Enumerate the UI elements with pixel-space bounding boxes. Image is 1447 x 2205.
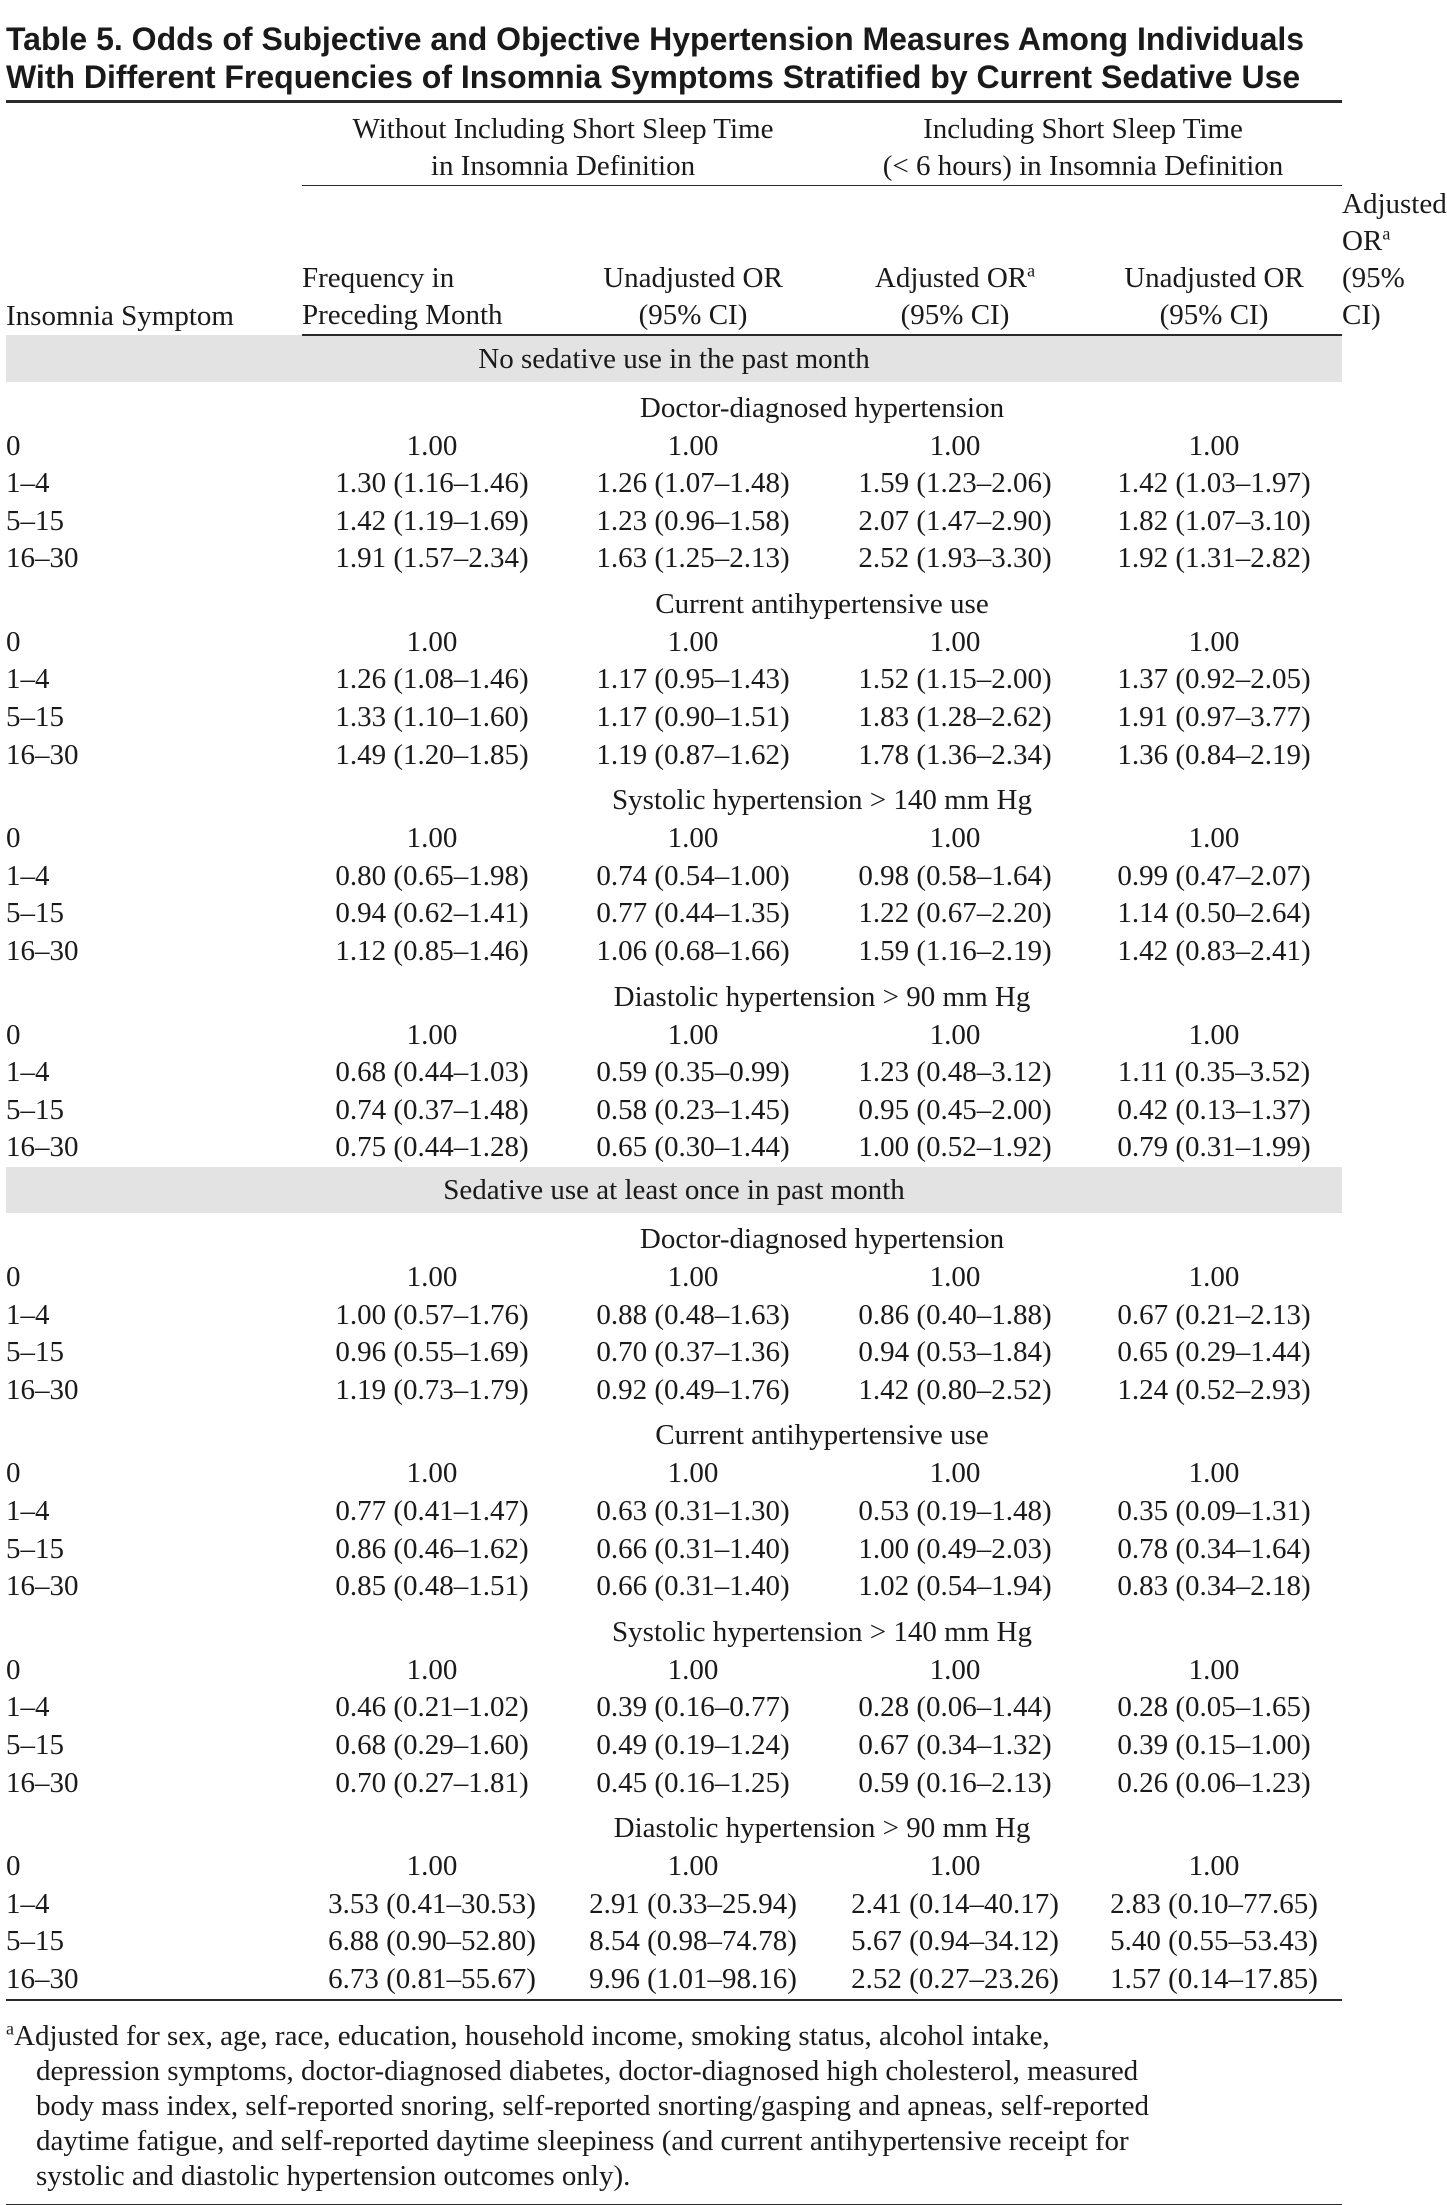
frequency-cell: 5–15 <box>6 1532 64 1565</box>
or-value-cell: 1.06 (0.68–1.66) <box>596 935 790 968</box>
frequency-cell: 1–4 <box>6 1887 50 1920</box>
or-value-cell: 1.23 (0.96–1.58) <box>596 504 790 537</box>
table-row <box>6 661 1342 699</box>
frequency-cell: 5–15 <box>6 897 64 930</box>
section-row <box>6 1167 1342 1213</box>
or-value-cell: 3.53 (0.41–30.53) <box>328 1887 536 1920</box>
or-value-cell: 0.49 (0.19–1.24) <box>596 1728 790 1761</box>
frequency-cell: 1–4 <box>6 1056 50 1089</box>
or-value-cell: 0.28 (0.05–1.65) <box>1117 1691 1311 1724</box>
or-value-cell: 2.07 (1.47–2.90) <box>858 504 1052 537</box>
table-row <box>6 1493 1342 1531</box>
or-value-cell: 1.91 (1.57–2.34) <box>335 542 529 575</box>
or-value-cell: 1.00 <box>929 1850 981 1883</box>
table-row <box>6 1297 1342 1335</box>
or-value-cell: 1.23 (0.48–3.12) <box>858 1056 1052 1089</box>
or-value-cell: 1.00 <box>1188 1018 1240 1051</box>
or-value-cell: 1.00 <box>406 429 458 462</box>
or-value-cell: 8.54 (0.98–74.78) <box>589 1925 797 1958</box>
subgroup-spacer <box>6 774 302 820</box>
or-value-cell: 0.86 (0.46–1.62) <box>335 1532 529 1565</box>
or-value-cell: 1.02 (0.54–1.94) <box>858 1570 1052 1603</box>
table-row <box>6 1092 1342 1130</box>
or-value-cell: 1.14 (0.50–2.64) <box>1117 897 1311 930</box>
col-header-unadjusted-2 <box>1086 186 1342 335</box>
row-label-line: Preceding Month <box>302 298 503 331</box>
or-value-cell: 1.00 <box>1188 822 1240 855</box>
or-value-cell: 0.83 (0.34–2.18) <box>1117 1570 1311 1603</box>
table-row <box>6 428 1342 466</box>
or-value-cell: 1.49 (1.20–1.85) <box>335 738 529 771</box>
or-value-cell: 1.00 <box>929 429 981 462</box>
or-value-cell: 1.22 (0.67–2.20) <box>858 897 1052 930</box>
or-value-cell: 0.39 (0.15–1.00) <box>1117 1728 1311 1761</box>
or-value-cell: 1.59 (1.16–2.19) <box>858 935 1052 968</box>
or-value-cell: 0.86 (0.40–1.88) <box>858 1298 1052 1331</box>
col-header-unadjusted-1 <box>562 186 824 335</box>
table-row <box>6 1923 1342 1961</box>
or-value-cell: 2.52 (0.27–23.26) <box>824 1961 1086 2000</box>
group-header-without-short-sleep <box>302 103 824 186</box>
table-row <box>6 1372 1342 1410</box>
group-header-line: Including Short Sleep Time <box>923 113 1243 145</box>
or-value-cell: 0.68 (0.44–1.03) <box>335 1056 529 1089</box>
table-row <box>6 858 1342 896</box>
table-title: Table 5. Odds of Subjective and Objective Hypertension Measures Among Individuals With Different Frequencies of Insomnia Symptoms Stratified by Current Sedative Use <box>6 21 1305 95</box>
table-row <box>6 624 1342 662</box>
table-row <box>6 1531 1342 1569</box>
or-value-cell: 5.40 (0.55–53.43) <box>1110 1925 1318 1958</box>
frequency-cell: 1–4 <box>6 1298 50 1331</box>
frequency-cell: 16–30 <box>6 935 79 968</box>
subgroup-row <box>6 578 1342 624</box>
or-value-cell: 1.52 (1.15–2.00) <box>858 663 1052 696</box>
or-value-cell: 0.68 (0.29–1.60) <box>335 1728 529 1761</box>
or-value-cell: 1.00 <box>406 625 458 658</box>
or-value-cell: 1.00 <box>667 1457 719 1490</box>
subgroup-row <box>6 382 1342 428</box>
or-value-cell: 1.00 <box>667 1261 719 1293</box>
subgroup-label: Systolic hypertension > 140 mm Hg <box>612 784 1032 817</box>
table-row <box>6 1259 1342 1297</box>
subgroup-row <box>6 1409 1342 1455</box>
frequency-cell: 5–15 <box>6 504 64 537</box>
subgroup-spacer <box>6 1409 302 1455</box>
subgroup-spacer <box>6 971 302 1017</box>
or-value-cell: 1.00 <box>929 822 981 855</box>
frequency-cell: 0 <box>6 1261 21 1293</box>
or-value-cell: 0.88 (0.48–1.63) <box>596 1298 790 1331</box>
table-row <box>6 737 1342 775</box>
or-value-cell: 0.99 (0.47–2.07) <box>1117 859 1311 892</box>
or-value-cell: 0.65 (0.30–1.44) <box>596 1131 790 1164</box>
or-value-cell: 1.19 (0.87–1.62) <box>596 738 790 771</box>
table-row <box>6 1689 1342 1727</box>
frequency-cell: 16–30 <box>6 1131 79 1164</box>
or-value-cell: 1.00 <box>667 429 719 462</box>
or-value-cell: 0.67 (0.21–2.13) <box>1117 1298 1311 1331</box>
or-value-cell: 1.91 (0.97–3.77) <box>1117 701 1311 734</box>
or-value-cell: 0.74 (0.37–1.48) <box>335 1093 529 1126</box>
or-value-cell: 0.79 (0.31–1.99) <box>1117 1131 1311 1164</box>
col-header-ci: (95% CI) <box>1159 298 1269 331</box>
subgroup-spacer <box>6 1213 302 1259</box>
footnote-marker: a <box>6 2017 14 2038</box>
footnote-marker: a <box>1382 222 1391 243</box>
or-value-cell: 0.59 (0.35–0.99) <box>596 1056 790 1089</box>
or-value-cell: 1.00 <box>929 1018 981 1051</box>
footnote <box>6 2019 1342 2194</box>
subgroup-label: Current antihypertensive use <box>655 1419 989 1452</box>
or-value-cell: 0.92 (0.49–1.76) <box>596 1373 790 1406</box>
group-header-line: in Insomnia Definition <box>430 150 696 182</box>
frequency-cell: 5–15 <box>6 1336 64 1369</box>
or-value-cell: 0.63 (0.31–1.30) <box>596 1494 790 1527</box>
or-value-cell: 1.00 <box>929 625 981 658</box>
or-value-cell: 1.00 <box>1188 625 1240 658</box>
or-value-cell: 1.78 (1.36–2.34) <box>858 738 1052 771</box>
or-value-cell: 1.00 <box>1188 1261 1240 1293</box>
table-row <box>6 503 1342 541</box>
frequency-cell: 16–30 <box>6 1961 302 2000</box>
or-value-cell: 1.00 (0.49–2.03) <box>858 1532 1052 1565</box>
frequency-cell: 0 <box>6 625 21 658</box>
subgroup-label: Diastolic hypertension > 90 mm Hg <box>613 980 1031 1013</box>
table-row <box>6 1652 1342 1690</box>
subgroup-spacer <box>6 578 302 624</box>
or-value-cell: 1.63 (1.25–2.13) <box>596 542 790 575</box>
frequency-cell: 0 <box>6 1018 21 1051</box>
or-value-cell: 1.26 (1.07–1.48) <box>596 467 790 500</box>
or-value-cell: 0.39 (0.16–0.77) <box>596 1691 790 1724</box>
or-value-cell: 2.41 (0.14–40.17) <box>851 1887 1059 1920</box>
subgroup-label: Diastolic hypertension > 90 mm Hg <box>613 1812 1031 1845</box>
frequency-cell: 0 <box>6 1457 21 1490</box>
or-value-cell: 1.00 <box>406 822 458 855</box>
odds-ratio-table <box>6 103 1447 2001</box>
or-value-cell: 0.85 (0.48–1.51) <box>335 1570 529 1603</box>
footnote-line: body mass index, self-reported snoring, self-reported snorting/gasping and apneas, self-reported <box>36 2089 1149 2122</box>
or-value-cell: 9.96 (1.01–98.16) <box>562 1961 824 2000</box>
row-label-line: Frequency in <box>302 261 455 294</box>
or-value-cell: 0.66 (0.31–1.40) <box>596 1570 790 1603</box>
or-value-cell: 1.11 (0.35–3.52) <box>1117 1056 1311 1089</box>
subgroup-label: Current antihypertensive use <box>655 587 989 620</box>
or-value-cell: 1.00 <box>667 1850 719 1883</box>
or-value-cell: 0.65 (0.29–1.44) <box>1117 1336 1311 1369</box>
or-value-cell: 0.66 (0.31–1.40) <box>596 1532 790 1565</box>
table-row <box>6 1334 1342 1372</box>
or-value-cell: 1.83 (1.28–2.62) <box>858 701 1052 734</box>
table-row <box>6 1129 1342 1167</box>
subgroup-row <box>6 1802 1342 1848</box>
table-row <box>6 1961 1342 2000</box>
or-value-cell: 1.33 (1.10–1.60) <box>335 701 529 734</box>
table-header: Insomnia Symptom Without Including Short Sleep Time in Insomnia Definition Including Short Sleep Time (< 6 hours) in Insomnia Definition Frequency in Preceding Month Unadjusted OR (95% CI) Adjusted $OR^a$ (95% CI) Unadjusted OR (95% CI) Adjusted $OR^a$ (95% CI) <box>6 103 1342 335</box>
col-header-label: Unadjusted OR <box>603 261 783 294</box>
or-value-cell: 0.58 (0.23–1.45) <box>596 1093 790 1126</box>
subgroup-row <box>6 1606 1342 1652</box>
section-row <box>6 335 1342 382</box>
table-row <box>6 1848 1342 1886</box>
frequency-cell: 5–15 <box>6 701 64 734</box>
row-label-header-cont <box>302 186 562 335</box>
subgroup-spacer <box>6 1606 302 1652</box>
frequency-cell: 1–4 <box>6 663 50 696</box>
or-value-cell: 0.67 (0.34–1.32) <box>858 1728 1052 1761</box>
section-label: Sedative use at least once in past month <box>6 1167 1342 1213</box>
table-body <box>6 335 1342 2000</box>
or-value-cell: 0.70 (0.27–1.81) <box>335 1766 529 1799</box>
frequency-cell: 1–4 <box>6 1494 50 1527</box>
or-value-cell: 0.42 (0.13–1.37) <box>1117 1093 1311 1126</box>
footnote-line: depression symptoms, doctor-diagnosed diabetes, doctor-diagnosed high cholesterol, measured <box>36 2054 1139 2087</box>
or-value-cell: 1.92 (1.31–2.82) <box>1117 542 1311 575</box>
or-value-cell: 1.42 (1.19–1.69) <box>335 504 529 537</box>
or-value-cell: 1.00 <box>1188 1653 1240 1686</box>
or-value-cell: 0.35 (0.09–1.31) <box>1117 1494 1311 1527</box>
or-value-cell: 1.00 <box>406 1261 458 1293</box>
col-header-ci: (95% CI) <box>638 298 748 331</box>
subgroup-label: Doctor-diagnosed hypertension <box>639 1223 1005 1255</box>
or-value-cell: 0.74 (0.54–1.00) <box>596 859 790 892</box>
or-value-cell: 0.28 (0.06–1.44) <box>858 1691 1052 1724</box>
footnote-line: daytime fatigue, and self-reported daytime sleepiness (and current antihypertensive receipt for <box>36 2124 1129 2157</box>
or-value-cell: 2.83 (0.10–77.65) <box>1110 1887 1318 1920</box>
or-value-cell: 1.30 (1.16–1.46) <box>335 467 529 500</box>
table-row <box>6 1568 1342 1606</box>
or-value-cell: 1.00 <box>667 1653 719 1686</box>
or-value-cell: 1.00 <box>667 1018 719 1051</box>
or-value-cell: 0.70 (0.37–1.36) <box>596 1336 790 1369</box>
section-label: No sedative use in the past month <box>6 335 1342 382</box>
subgroup-row <box>6 1213 1342 1259</box>
or-value-cell: 6.88 (0.90–52.80) <box>328 1925 536 1958</box>
table-row <box>6 1727 1342 1765</box>
or-value-cell: 1.57 (0.14–17.85) <box>1086 1961 1342 2000</box>
subgroup-row <box>6 774 1342 820</box>
or-value-cell: 1.00 (0.57–1.76) <box>335 1298 529 1331</box>
table-row <box>6 1886 1342 1924</box>
subgroup-row <box>6 971 1342 1017</box>
footnote-line: systolic and diastolic hypertension outcomes only). <box>36 2159 631 2192</box>
frequency-cell: 16–30 <box>6 738 79 771</box>
row-label-header <box>6 103 302 335</box>
or-value-cell: 0.46 (0.21–1.02) <box>335 1691 529 1724</box>
table-row <box>6 1455 1342 1493</box>
or-value-cell: 1.59 (1.23–2.06) <box>858 467 1052 500</box>
or-value-cell: 0.77 (0.41–1.47) <box>335 1494 529 1527</box>
frequency-cell: 0 <box>6 822 21 855</box>
or-value-cell: 0.78 (0.34–1.64) <box>1117 1532 1311 1565</box>
or-value-cell: 0.94 (0.53–1.84) <box>858 1336 1052 1369</box>
or-value-cell: 1.00 <box>406 1653 458 1686</box>
or-value-cell: 0.75 (0.44–1.28) <box>335 1131 529 1164</box>
col-header-label: Unadjusted OR <box>1124 261 1304 294</box>
or-value-cell: 1.00 <box>929 1261 981 1293</box>
subgroup-spacer <box>6 382 302 428</box>
table-row <box>6 465 1342 503</box>
or-value-cell: 0.77 (0.44–1.35) <box>596 897 790 930</box>
subgroup-label: Doctor-diagnosed hypertension <box>639 391 1005 424</box>
frequency-cell: 16–30 <box>6 1373 79 1406</box>
frequency-cell: 16–30 <box>6 1766 79 1799</box>
or-value-cell: 1.17 (0.90–1.51) <box>596 701 790 734</box>
col-header-ci: (95% CI) <box>900 298 1010 331</box>
frequency-cell: 0 <box>6 1653 21 1686</box>
or-value-cell: 6.73 (0.81–55.67) <box>302 1961 562 2000</box>
or-value-cell: 0.94 (0.62–1.41) <box>335 897 529 930</box>
or-value-cell: 1.36 (0.84–2.19) <box>1117 738 1311 771</box>
table-row <box>6 933 1342 971</box>
frequency-cell: 0 <box>6 429 21 462</box>
or-value-cell: 1.24 (0.52–2.93) <box>1117 1373 1311 1406</box>
or-value-cell: 1.37 (0.92–2.05) <box>1117 663 1311 696</box>
frequency-cell: 1–4 <box>6 467 50 500</box>
or-value-cell: 1.82 (1.07–3.10) <box>1117 504 1311 537</box>
or-value-cell: 2.91 (0.33–25.94) <box>589 1887 797 1920</box>
or-value-cell: 1.26 (1.08–1.46) <box>335 663 529 696</box>
or-value-cell: 1.17 (0.95–1.43) <box>596 663 790 696</box>
or-value-cell: 1.00 <box>406 1850 458 1883</box>
or-value-cell: 1.42 (1.03–1.97) <box>1117 467 1311 500</box>
row-label-line: Insomnia Symptom <box>6 299 234 332</box>
or-value-cell: 0.95 (0.45–2.00) <box>858 1093 1052 1126</box>
or-value-cell: 0.59 (0.16–2.13) <box>858 1766 1052 1799</box>
frequency-cell: 16–30 <box>6 1570 79 1603</box>
group-header-line: Without Including Short Sleep Time <box>352 113 774 145</box>
or-value-cell: 1.00 <box>406 1018 458 1051</box>
or-value-cell: 1.00 <box>1188 1457 1240 1490</box>
table-row <box>6 1017 1342 1055</box>
or-value-cell: 1.00 <box>929 1457 981 1490</box>
table-row <box>6 1765 1342 1803</box>
or-value-cell: 5.67 (0.94–34.12) <box>851 1925 1059 1958</box>
subgroup-spacer <box>6 1802 302 1848</box>
frequency-cell: 16–30 <box>6 542 79 575</box>
table-row <box>6 895 1342 933</box>
table-figure <box>6 20 1447 2205</box>
or-value-cell: 1.42 (0.80–2.52) <box>858 1373 1052 1406</box>
bottom-rule <box>6 2204 1342 2205</box>
or-value-cell: 0.26 (0.06–1.23) <box>1117 1766 1311 1799</box>
col-header-adjusted-1 <box>824 186 1086 335</box>
or-value-cell: 0.80 (0.65–1.98) <box>335 859 529 892</box>
group-header-with-short-sleep <box>824 103 1342 186</box>
or-value-cell: 1.00 <box>929 1653 981 1686</box>
or-value-cell: 1.00 <box>667 625 719 658</box>
footnote-line: Adjusted for sex, age, race, education, household income, smoking status, alcohol intake, <box>14 2019 1050 2052</box>
group-header-line: (< 6 hours) in Insomnia Definition <box>882 150 1284 182</box>
or-value-cell: 1.00 (0.52–1.92) <box>858 1131 1052 1164</box>
or-value-cell: 1.42 (0.83–2.41) <box>1117 935 1311 968</box>
or-value-cell: 2.52 (1.93–3.30) <box>858 542 1052 575</box>
or-value-cell: 0.45 (0.16–1.25) <box>596 1766 790 1799</box>
footnote-marker: a <box>1027 259 1036 280</box>
or-value-cell: 1.00 <box>1188 1850 1240 1883</box>
frequency-cell: 5–15 <box>6 1093 64 1126</box>
frequency-cell: 0 <box>6 1850 21 1883</box>
table-row <box>6 1054 1342 1092</box>
table-row <box>6 540 1342 578</box>
or-value-cell: 1.00 <box>667 822 719 855</box>
or-value-cell: 0.53 (0.19–1.48) <box>858 1494 1052 1527</box>
table-row <box>6 699 1342 737</box>
or-value-cell: 0.98 (0.58–1.64) <box>858 859 1052 892</box>
frequency-cell: 5–15 <box>6 1925 64 1958</box>
col-header-label: Adjusted OR <box>874 261 1028 294</box>
or-value-cell: 0.96 (0.55–1.69) <box>335 1336 529 1369</box>
frequency-cell: 5–15 <box>6 1728 64 1761</box>
subgroup-label: Systolic hypertension > 140 mm Hg <box>612 1615 1032 1648</box>
table-row <box>6 820 1342 858</box>
or-value-cell: 1.19 (0.73–1.79) <box>335 1373 529 1406</box>
col-header-label: Adjusted OR <box>1342 187 1447 257</box>
or-value-cell: 1.12 (0.85–1.46) <box>335 935 529 968</box>
frequency-cell: 1–4 <box>6 1691 50 1724</box>
or-value-cell: 1.00 <box>406 1457 458 1490</box>
or-value-cell: 1.00 <box>1188 429 1240 462</box>
frequency-cell: 1–4 <box>6 859 50 892</box>
